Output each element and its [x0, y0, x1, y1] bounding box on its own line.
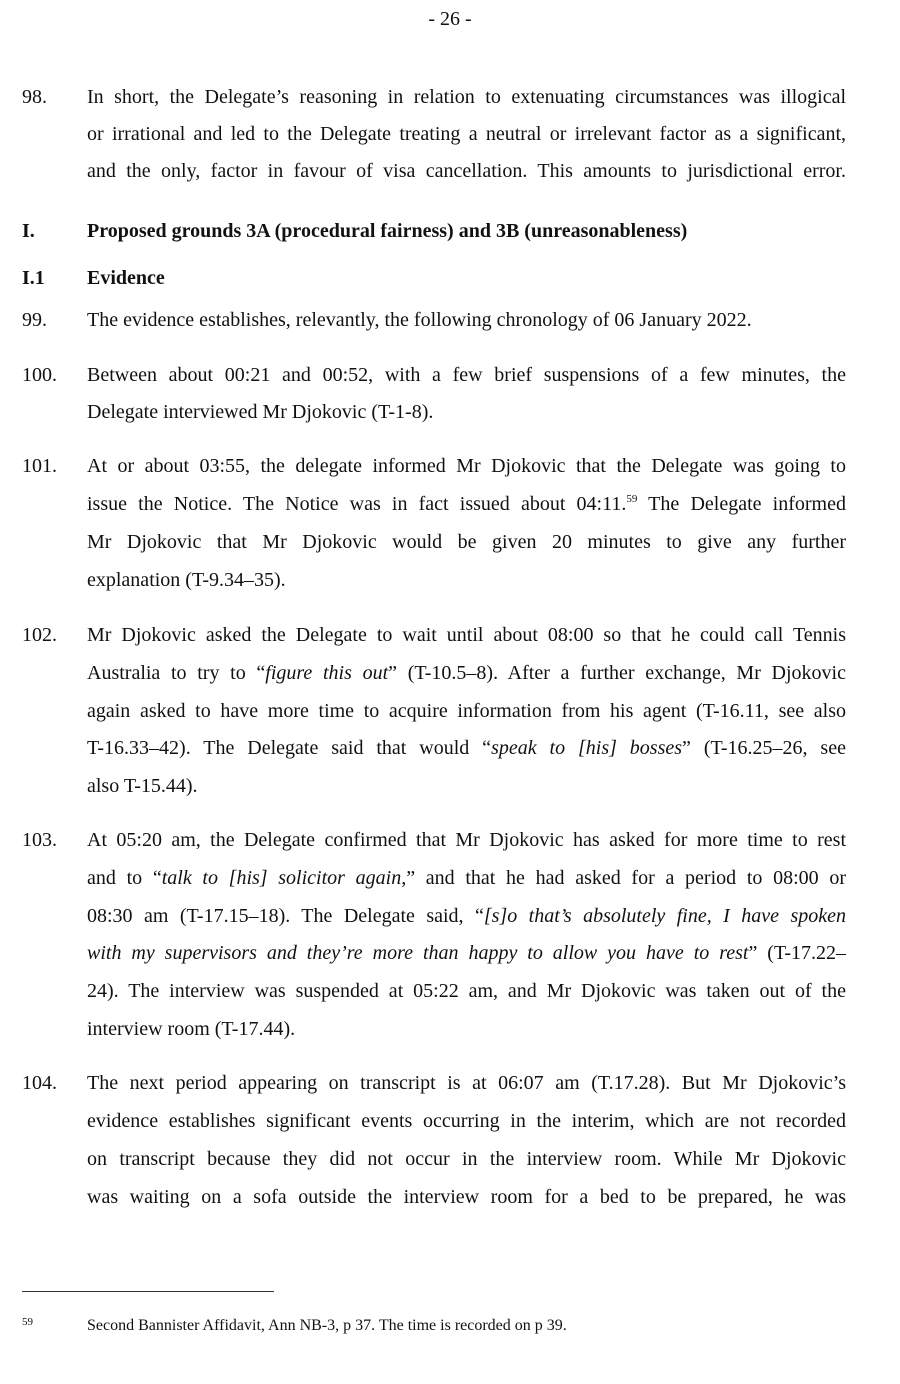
footnote-reference[interactable]: 59: [626, 493, 638, 505]
text-run: ” and that he had asked for a period to 08:00 or: [406, 867, 846, 889]
paragraph-line: and the only, factor in favour of visa cancellation. This amounts to jurisdictional error.: [87, 160, 846, 182]
footnote-number: 59: [22, 1316, 33, 1328]
paragraph-line: explanation (T-9.34–35).: [87, 569, 286, 591]
heading-number: I.: [22, 220, 35, 242]
paragraph-number: 99.: [22, 309, 47, 331]
paragraph-line: At or about 03:55, the delegate informed Mr Djokovic that the Delegate was going to: [87, 455, 846, 477]
paragraph-line: The evidence establishes, relevantly, the following chronology of 06 January 2022.: [87, 309, 752, 331]
paragraph-line: Mr Djokovic asked the Delegate to wait until about 08:00 so that he could call Tennis: [87, 624, 846, 646]
text-run: and to “: [87, 867, 162, 889]
quoted-text: [s]o that’s absolutely fine, I have spoken: [483, 905, 846, 927]
quoted-text: with my supervisors and they’re more than happy to allow you have to rest: [87, 942, 749, 964]
text-run: The Delegate informed: [637, 493, 846, 515]
paragraph-line: 24). The interview was suspended at 05:22 am, and Mr Djokovic was taken out of the: [87, 980, 846, 1002]
heading-text: Evidence: [87, 267, 165, 289]
footnote-separator: [22, 1291, 274, 1292]
text-run: ” (T-16.25–26, see: [682, 737, 846, 759]
heading-text: Proposed grounds 3A (procedural fairness) and 3B (unreasonableness): [87, 220, 688, 242]
paragraph-line: Mr Djokovic that Mr Djokovic would be given 20 minutes to give any further: [87, 531, 846, 553]
text-run: ” (T-10.5–8). After a further exchange, Mr Djokovic: [388, 662, 846, 684]
page-number: - 26 -: [428, 8, 472, 30]
text-run: ” (T-17.22–: [748, 942, 846, 964]
text-run: Australia to try to “: [87, 662, 266, 684]
paragraph-line: interview room (T-17.44).: [87, 1018, 296, 1040]
paragraph-line: [87, 736, 846, 760]
paragraph-line: evidence establishes significant events occurring in the interim, which are not recorded: [87, 1110, 846, 1132]
paragraph-line: [87, 904, 846, 928]
paragraph-number: 102.: [22, 624, 57, 646]
paragraph-line: [87, 661, 846, 685]
paragraph-line: At 05:20 am, the Delegate confirmed that Mr Djokovic has asked for more time to rest: [87, 829, 846, 851]
paragraph-line: Delegate interviewed Mr Djokovic (T-1-8).: [87, 401, 434, 423]
paragraph-line: or irrational and led to the Delegate treating a neutral or irrelevant factor as a significant,: [87, 123, 846, 145]
paragraph-line: on transcript because they did not occur in the interview room. While Mr Djokovic: [87, 1148, 846, 1170]
paragraph-number: 98.: [22, 86, 47, 108]
paragraph-line: [87, 492, 846, 516]
paragraph-line: again asked to have more time to acquire information from his agent (T-16.11, see also: [87, 700, 846, 722]
quoted-text: speak to [his] bosses: [491, 737, 683, 759]
paragraph-number: 101.: [22, 455, 57, 477]
paragraph-line: was waiting on a sofa outside the interview room for a bed to be prepared, he was: [87, 1186, 846, 1208]
paragraph-line: [87, 941, 846, 965]
quoted-text: talk to [his] solicitor again,: [161, 867, 407, 889]
text-run: issue the Notice. The Notice was in fact issued about 04:11.: [87, 493, 627, 515]
paragraph-number: 103.: [22, 829, 57, 851]
paragraph-number: 104.: [22, 1072, 57, 1094]
heading-number: I.1: [22, 267, 45, 289]
paragraph-line: In short, the Delegate’s reasoning in relation to extenuating circumstances was illogical: [87, 86, 846, 108]
paragraph-line: [87, 866, 846, 890]
paragraph-line: also T-15.44).: [87, 775, 198, 797]
footnote-text: Second Bannister Affidavit, Ann NB-3, p 37. The time is recorded on p 39.: [87, 1317, 567, 1334]
paragraph-line: The next period appearing on transcript is at 06:07 am (T.17.28). But Mr Djokovic’s: [87, 1072, 846, 1094]
paragraph-number: 100.: [22, 364, 57, 386]
quoted-text: figure this out: [265, 662, 389, 684]
paragraph-line: Between about 00:21 and 00:52, with a few brief suspensions of a few minutes, the: [87, 364, 846, 386]
text-run: T-16.33–42). The Delegate said that would “: [87, 737, 492, 759]
text-run: 08:30 am (T-17.15–18). The Delegate said, “: [87, 905, 484, 927]
